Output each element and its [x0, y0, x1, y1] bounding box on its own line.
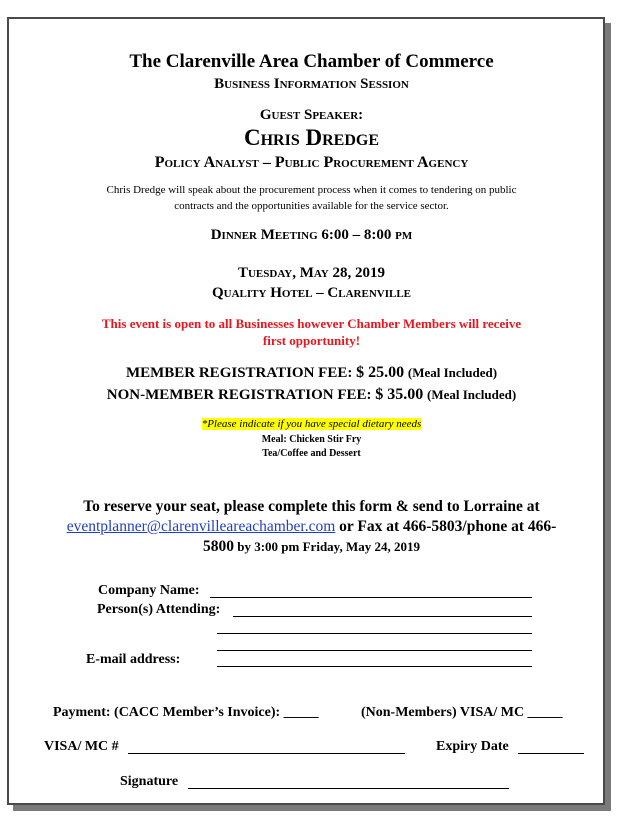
email-link[interactable]: eventplanner@clarenvilleareachamber.com [66, 518, 336, 535]
speaker-name: Chris Dredge [244, 125, 379, 150]
nonmember-fee-label: NON-MEMBER REGISTRATION FEE: [106, 387, 372, 403]
description-line-2: contracts and the opportunities available for the service sector. [174, 200, 449, 212]
nonmember-fee [0, 386, 623, 404]
reserve-line-3 [0, 538, 623, 556]
org-title: The Clarenville Area Chamber of Commerce [129, 51, 494, 72]
expiry-date-label: Expiry Date [436, 739, 509, 754]
event-date: Tuesday, May 28, 2019 [237, 265, 385, 281]
event-venue: Quality Hotel – Clarenville [211, 285, 411, 301]
signature-field[interactable] [188, 788, 509, 789]
persons-attending-field[interactable] [233, 616, 532, 617]
member-fee [0, 364, 623, 382]
member-fee-amount: $ 25.00 [356, 364, 405, 381]
fax-phone-text: or Fax at 466-5803/phone at 466- [335, 518, 557, 535]
member-fee-note: (Meal Included) [407, 365, 498, 380]
email-address-label: E-mail address: [86, 652, 181, 667]
payment-invoice: Payment: (CACC Member’s Invoice): _____ [53, 705, 319, 720]
notice-line-2: first opportunity! [262, 333, 361, 348]
signature-label: Signature [120, 774, 179, 789]
description-line-1: Chris Dredge will speak about the procurement process when it comes to tendering on public [106, 184, 517, 196]
company-name-field[interactable] [210, 597, 532, 598]
member-fee-label: MEMBER REGISTRATION FEE: [125, 365, 353, 381]
persons-attending-label: Person(s) Attending: [97, 602, 221, 617]
phone-end: 5800 [203, 538, 234, 555]
guest-speaker-label: Guest Speaker: [259, 107, 364, 123]
persons-attending-field-3[interactable] [217, 650, 532, 651]
dinner-meeting: Dinner Meeting 6:00 – 8:00 pm [210, 227, 413, 243]
company-name-label: Company Name: [98, 583, 200, 598]
persons-attending-field-2[interactable] [217, 633, 532, 634]
payment-visa-mc: (Non-Members) VISA/ MC _____ [361, 705, 563, 720]
card-number-label: VISA/ MC # [44, 739, 119, 754]
notice-line-1: This event is open to all Businesses however Chamber Members will receive [101, 316, 522, 331]
card-number-field[interactable] [128, 753, 405, 754]
nonmember-fee-note: (Meal Included) [427, 387, 517, 402]
session-title: Business Information Session [214, 76, 409, 92]
meal-extras: Tea/Coffee and Dessert [262, 448, 361, 459]
expiry-date-field[interactable] [518, 753, 584, 754]
reserve-line-2 [0, 518, 623, 536]
deadline: by 3:00 pm Friday, May 24, 2019 [234, 539, 420, 554]
dietary-note: *Please indicate if you have special dietary needs [201, 418, 422, 430]
reserve-line-1: To reserve your seat, please complete this form & send to Lorraine at [83, 498, 540, 515]
nonmember-fee-amount: $ 35.00 [375, 386, 424, 403]
email-address-field[interactable] [217, 666, 532, 667]
meal-info: Meal: Chicken Stir Fry [261, 434, 362, 445]
dietary-note-row [0, 418, 623, 430]
speaker-title: Policy Analyst – Public Procurement Agency [154, 154, 469, 171]
